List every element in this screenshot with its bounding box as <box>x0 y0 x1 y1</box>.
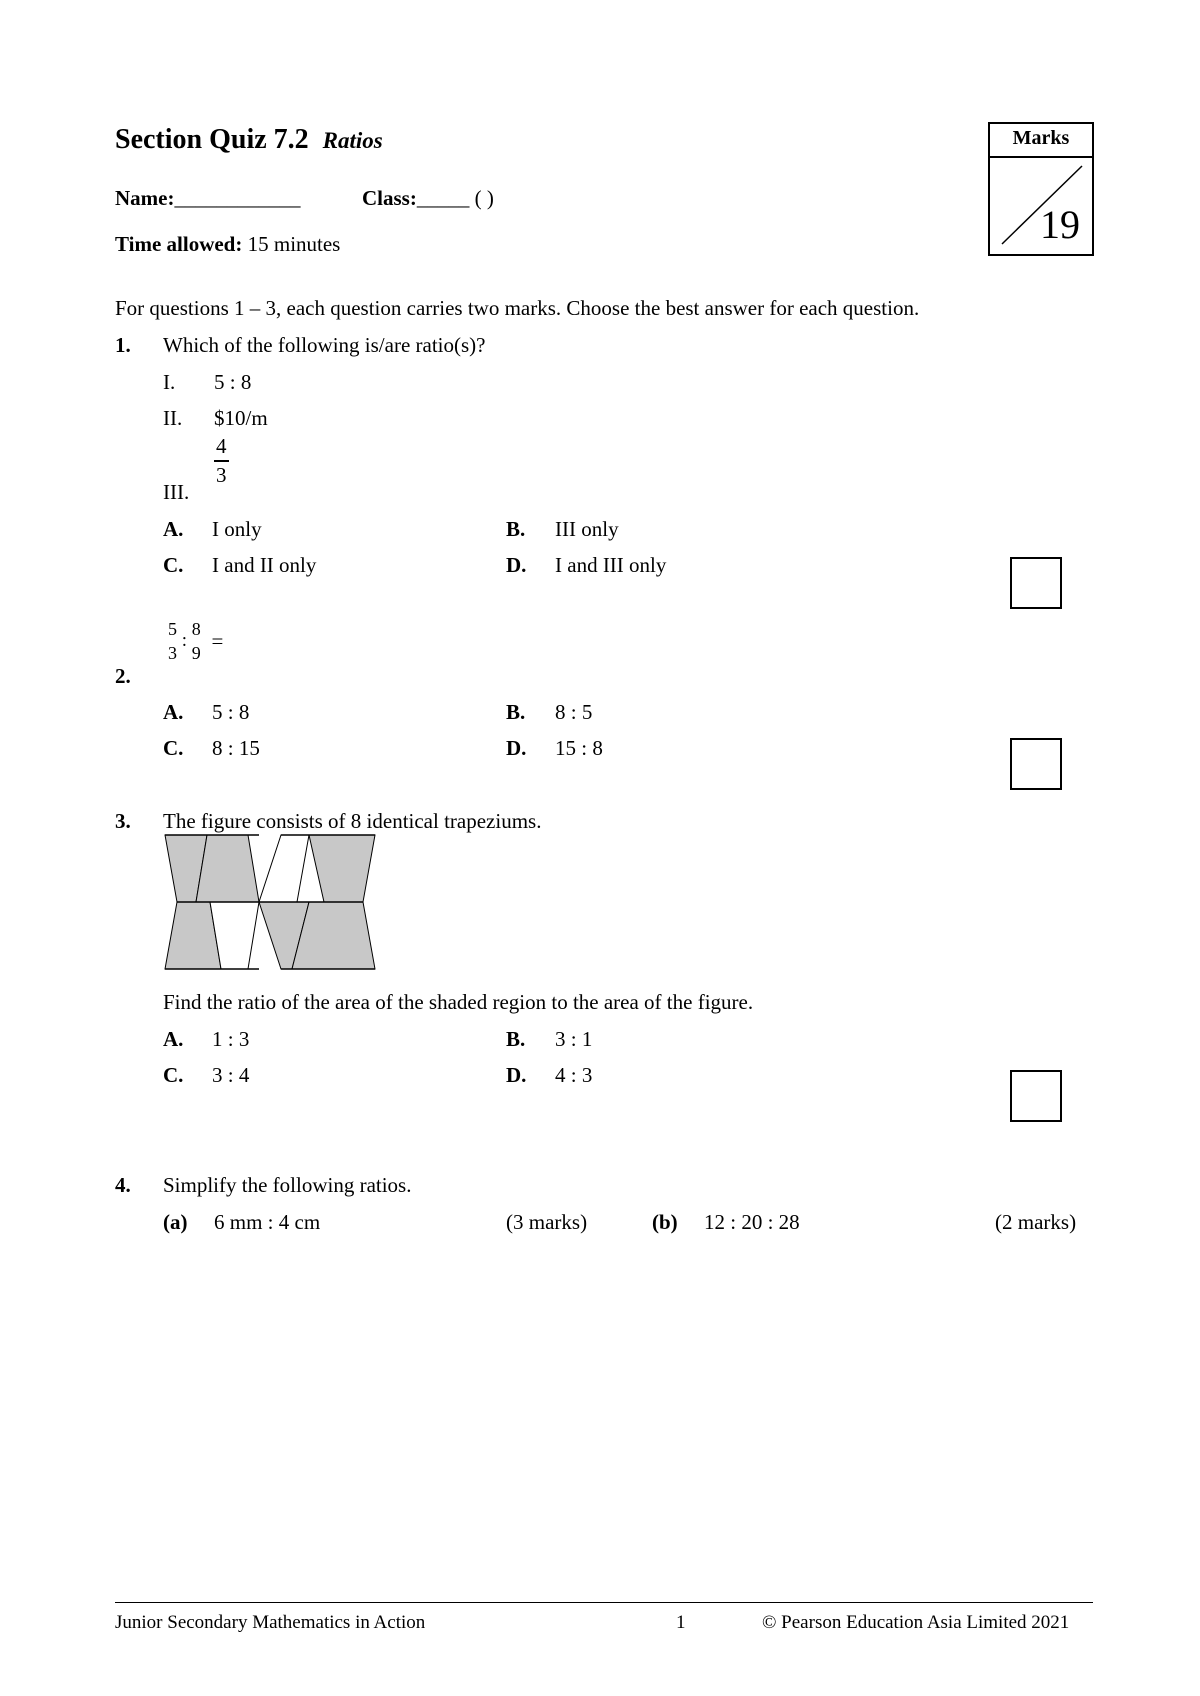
option-letter: C. <box>163 553 184 577</box>
q4-part-text: 12 : 20 : 28 <box>704 1210 800 1234</box>
option-letter: B. <box>506 517 526 541</box>
q2-number: 2. <box>115 664 131 688</box>
option-letter: D. <box>506 1063 527 1087</box>
q1-item-roman: III. <box>163 480 190 504</box>
q1-item-roman: I. <box>163 370 176 394</box>
shaded-trapezium <box>309 835 375 902</box>
colon: : <box>181 630 188 651</box>
footer-page-number: 1 <box>676 1612 686 1633</box>
option-text: 15 : 8 <box>555 736 603 760</box>
option-text: 8 : 5 <box>555 700 593 724</box>
q4-number: 4. <box>115 1173 131 1197</box>
q3-number: 3. <box>115 809 131 833</box>
answer-box-q2[interactable] <box>1010 738 1062 790</box>
name-blank: ____________ <box>174 186 301 210</box>
option-text: I and II only <box>212 553 317 577</box>
option-text: I only <box>212 517 262 541</box>
option-letter: A. <box>163 517 184 541</box>
footer-copyright: © Pearson Education Asia Limited 2021 <box>762 1612 1070 1633</box>
q2-expression <box>166 620 223 662</box>
option-text: 5 : 8 <box>212 700 250 724</box>
q1-item-value: 5 : 8 <box>214 370 252 394</box>
class-blank: _____ ( ) <box>416 186 494 210</box>
option-text: 3 : 1 <box>555 1027 593 1051</box>
q1-text: Which of the following is/are ratio(s)? <box>163 333 486 357</box>
q3-question: Find the ratio of the area of the shaded region to the area of the figure. <box>163 990 754 1014</box>
option-letter: A. <box>163 700 184 724</box>
q4-part-marks: (2 marks) <box>995 1210 1077 1234</box>
equals-sign: = <box>211 628 224 653</box>
option-letter: B. <box>506 700 526 724</box>
page-title: Section Quiz 7.2 <box>115 124 309 155</box>
time-value: 15 minutes <box>247 232 341 256</box>
name-label: Name: <box>115 186 175 210</box>
option-text: 4 : 3 <box>555 1063 593 1087</box>
footer-book-title: Junior Secondary Mathematics in Action <box>115 1612 426 1633</box>
option-letter: C. <box>163 736 184 760</box>
name-line <box>115 186 300 211</box>
option-text: 1 : 3 <box>212 1027 250 1051</box>
answer-box-q3[interactable] <box>1010 1070 1062 1122</box>
q4-text: Simplify the following ratios. <box>163 1173 412 1197</box>
unshaded-trapezium <box>259 835 309 902</box>
marks-box <box>988 122 1094 256</box>
option-letter: B. <box>506 1027 526 1051</box>
instructions: For questions 1 – 3, each question carries two marks. Choose the best answer for each question. <box>115 296 920 320</box>
fraction-denominator: 9 <box>191 643 201 663</box>
fraction-numerator: 4 <box>214 436 229 462</box>
q3-text: The figure consists of 8 identical trapeziums. <box>163 809 542 833</box>
option-text: 3 : 4 <box>212 1063 250 1087</box>
page-subtitle: Ratios <box>322 128 383 153</box>
q4-part-label: (b) <box>652 1210 678 1234</box>
answer-box-q1[interactable] <box>1010 557 1062 609</box>
time-label: Time allowed: <box>115 232 243 256</box>
q1-fraction <box>214 436 229 486</box>
marks-label: Marks <box>990 124 1092 158</box>
q1-number: 1. <box>115 333 131 357</box>
option-letter: A. <box>163 1027 184 1051</box>
trapezium-figure <box>160 834 382 974</box>
fraction-denominator: 3 <box>168 643 177 663</box>
q1-item-roman: II. <box>163 406 183 430</box>
time-allowed <box>115 232 340 257</box>
fraction-denominator: 3 <box>216 463 227 487</box>
q4-part-text: 6 mm : 4 cm <box>214 1210 321 1234</box>
q4-part-marks: (3 marks) <box>506 1210 588 1234</box>
option-text: 8 : 15 <box>212 736 260 760</box>
quiz-heading <box>115 124 383 156</box>
q4-part-label: (a) <box>163 1210 188 1234</box>
fraction-numerator: 5 <box>168 619 177 639</box>
class-label: Class: <box>362 186 417 210</box>
marks-total: 19 <box>1040 202 1080 247</box>
option-letter: D. <box>506 553 527 577</box>
footer-divider <box>115 1602 1093 1603</box>
option-letter: D. <box>506 736 527 760</box>
q1-item-value: $10/m <box>214 406 268 430</box>
class-line <box>362 186 494 211</box>
option-letter: C. <box>163 1063 184 1087</box>
option-text: I and III only <box>555 553 667 577</box>
fraction-numerator: 8 <box>191 619 201 639</box>
option-text: III only <box>555 517 619 541</box>
shaded-trapezium <box>196 835 259 902</box>
